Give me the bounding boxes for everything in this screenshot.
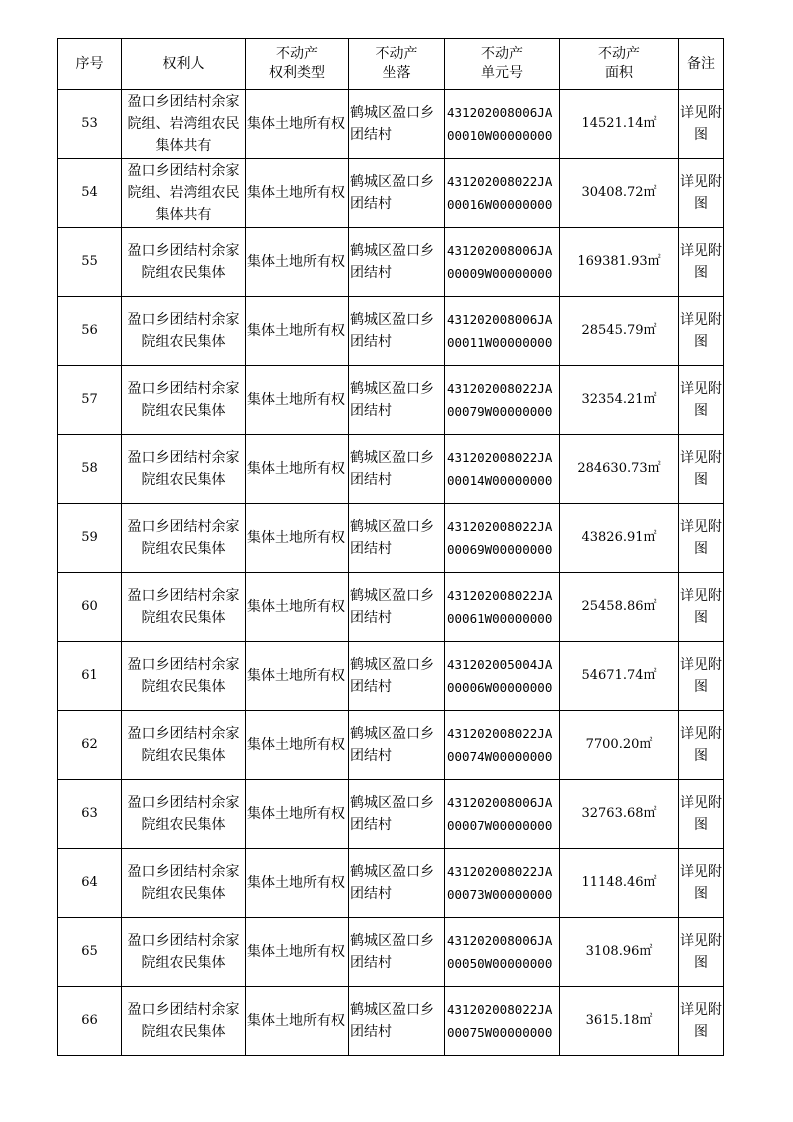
- cell-index: 62: [58, 711, 122, 780]
- cell-location: 鹤城区盈口乡团结村: [349, 435, 445, 504]
- cell-remark: 详见附图: [679, 918, 724, 987]
- cell-unit-no: 431202008022JA00069W00000000: [445, 504, 560, 573]
- cell-right-type: 集体土地所有权: [246, 849, 349, 918]
- cell-owner: 盈口乡团结村余家院组农民集体: [122, 780, 246, 849]
- table-row: [58, 90, 724, 159]
- cell-location: 鹤城区盈口乡团结村: [349, 987, 445, 1056]
- cell-location: 鹤城区盈口乡团结村: [349, 918, 445, 987]
- header-right-type-line1: 不动产: [276, 46, 318, 62]
- header-row: [58, 39, 724, 90]
- cell-index: 56: [58, 297, 122, 366]
- cell-owner: 盈口乡团结村余家院组、岩湾组农民集体共有: [122, 90, 246, 159]
- cell-location: 鹤城区盈口乡团结村: [349, 159, 445, 228]
- cell-owner: 盈口乡团结村余家院组农民集体: [122, 297, 246, 366]
- cell-location: 鹤城区盈口乡团结村: [349, 642, 445, 711]
- table-row: [58, 228, 724, 297]
- header-area: [560, 39, 679, 90]
- cell-area: 14521.14㎡: [560, 90, 679, 159]
- header-location: [349, 39, 445, 90]
- cell-unit-no: 431202008006JA00009W00000000: [445, 228, 560, 297]
- header-unit-no-line2: 单元号: [481, 65, 523, 81]
- cell-right-type: 集体土地所有权: [246, 159, 349, 228]
- cell-area: 11148.46㎡: [560, 849, 679, 918]
- cell-right-type: 集体土地所有权: [246, 90, 349, 159]
- cell-remark: 详见附图: [679, 573, 724, 642]
- cell-owner: 盈口乡团结村余家院组农民集体: [122, 711, 246, 780]
- cell-right-type: 集体土地所有权: [246, 297, 349, 366]
- cell-area: 32763.68㎡: [560, 780, 679, 849]
- cell-unit-no: 431202008006JA00050W00000000: [445, 918, 560, 987]
- cell-unit-no: 431202008006JA00011W00000000: [445, 297, 560, 366]
- cell-owner: 盈口乡团结村余家院组农民集体: [122, 849, 246, 918]
- header-location-line2: 坐落: [382, 65, 411, 81]
- cell-unit-no: 431202008022JA00079W00000000: [445, 366, 560, 435]
- cell-location: 鹤城区盈口乡团结村: [349, 228, 445, 297]
- table-row: [58, 573, 724, 642]
- header-area-line1: 不动产: [598, 46, 640, 62]
- cell-remark: 详见附图: [679, 849, 724, 918]
- table-row: [58, 435, 724, 504]
- cell-index: 63: [58, 780, 122, 849]
- cell-remark: 详见附图: [679, 711, 724, 780]
- cell-remark: 详见附图: [679, 435, 724, 504]
- header-index: 序号: [58, 39, 122, 90]
- table-row: [58, 504, 724, 573]
- cell-area: 25458.86㎡: [560, 573, 679, 642]
- cell-right-type: 集体土地所有权: [246, 780, 349, 849]
- table-row: [58, 297, 724, 366]
- cell-index: 65: [58, 918, 122, 987]
- cell-remark: 详见附图: [679, 90, 724, 159]
- cell-location: 鹤城区盈口乡团结村: [349, 573, 445, 642]
- cell-area: 169381.93㎡: [560, 228, 679, 297]
- header-location-line1: 不动产: [375, 46, 418, 62]
- header-right-type-line2: 权利类型: [269, 65, 325, 81]
- cell-owner: 盈口乡团结村余家院组农民集体: [122, 504, 246, 573]
- cell-owner: 盈口乡团结村余家院组农民集体: [122, 918, 246, 987]
- table-row: [58, 918, 724, 987]
- cell-index: 61: [58, 642, 122, 711]
- cell-index: 59: [58, 504, 122, 573]
- cell-area: 54671.74㎡: [560, 642, 679, 711]
- cell-owner: 盈口乡团结村余家院组农民集体: [122, 435, 246, 504]
- cell-right-type: 集体土地所有权: [246, 711, 349, 780]
- cell-index: 57: [58, 366, 122, 435]
- cell-right-type: 集体土地所有权: [246, 366, 349, 435]
- cell-location: 鹤城区盈口乡团结村: [349, 711, 445, 780]
- header-owner: 权利人: [122, 39, 246, 90]
- cell-right-type: 集体土地所有权: [246, 504, 349, 573]
- cell-remark: 详见附图: [679, 504, 724, 573]
- cell-remark: 详见附图: [679, 987, 724, 1056]
- header-area-line2: 面积: [605, 65, 633, 81]
- cell-right-type: 集体土地所有权: [246, 642, 349, 711]
- cell-right-type: 集体土地所有权: [246, 573, 349, 642]
- cell-location: 鹤城区盈口乡团结村: [349, 780, 445, 849]
- table-row: [58, 849, 724, 918]
- cell-unit-no: 431202008022JA00061W00000000: [445, 573, 560, 642]
- cell-index: 55: [58, 228, 122, 297]
- header-remark: 备注: [679, 39, 724, 90]
- table-row: [58, 780, 724, 849]
- cell-location: 鹤城区盈口乡团结村: [349, 504, 445, 573]
- cell-index: 60: [58, 573, 122, 642]
- cell-owner: 盈口乡团结村余家院组农民集体: [122, 573, 246, 642]
- cell-area: 28545.79㎡: [560, 297, 679, 366]
- cell-remark: 详见附图: [679, 297, 724, 366]
- cell-right-type: 集体土地所有权: [246, 435, 349, 504]
- cell-location: 鹤城区盈口乡团结村: [349, 297, 445, 366]
- cell-area: 43826.91㎡: [560, 504, 679, 573]
- table-row: [58, 159, 724, 228]
- cell-area: 30408.72㎡: [560, 159, 679, 228]
- cell-owner: 盈口乡团结村余家院组农民集体: [122, 366, 246, 435]
- table-row: [58, 987, 724, 1056]
- cell-index: 53: [58, 90, 122, 159]
- cell-index: 64: [58, 849, 122, 918]
- table-row: [58, 711, 724, 780]
- header-unit-no: [445, 39, 560, 90]
- cell-area: 3108.96㎡: [560, 918, 679, 987]
- cell-unit-no: 431202008022JA00074W00000000: [445, 711, 560, 780]
- cell-unit-no: 431202008006JA00007W00000000: [445, 780, 560, 849]
- cell-area: 3615.18㎡: [560, 987, 679, 1056]
- table-body: [58, 90, 724, 1056]
- cell-area: 284630.73㎡: [560, 435, 679, 504]
- cell-owner: 盈口乡团结村余家院组农民集体: [122, 987, 246, 1056]
- cell-remark: 详见附图: [679, 159, 724, 228]
- cell-right-type: 集体土地所有权: [246, 987, 349, 1056]
- table-row: [58, 366, 724, 435]
- cell-location: 鹤城区盈口乡团结村: [349, 366, 445, 435]
- header-right-type: [246, 39, 349, 90]
- cell-location: 鹤城区盈口乡团结村: [349, 849, 445, 918]
- cell-area: 32354.21㎡: [560, 366, 679, 435]
- cell-unit-no: 431202008022JA00014W00000000: [445, 435, 560, 504]
- cell-remark: 详见附图: [679, 366, 724, 435]
- cell-remark: 详见附图: [679, 642, 724, 711]
- cell-owner: 盈口乡团结村余家院组、岩湾组农民集体共有: [122, 159, 246, 228]
- header-unit-no-line1: 不动产: [481, 46, 523, 62]
- cell-unit-no: 431202008022JA00016W00000000: [445, 159, 560, 228]
- cell-index: 66: [58, 987, 122, 1056]
- cell-right-type: 集体土地所有权: [246, 228, 349, 297]
- cell-unit-no: 431202008006JA00010W00000000: [445, 90, 560, 159]
- cell-owner: 盈口乡团结村余家院组农民集体: [122, 228, 246, 297]
- cell-unit-no: 431202005004JA00006W00000000: [445, 642, 560, 711]
- cell-owner: 盈口乡团结村余家院组农民集体: [122, 642, 246, 711]
- cell-index: 54: [58, 159, 122, 228]
- cell-area: 7700.20㎡: [560, 711, 679, 780]
- cell-right-type: 集体土地所有权: [246, 918, 349, 987]
- table-header: [58, 39, 724, 90]
- cell-index: 58: [58, 435, 122, 504]
- table-row: [58, 642, 724, 711]
- cell-remark: 详见附图: [679, 780, 724, 849]
- cell-unit-no: 431202008022JA00075W00000000: [445, 987, 560, 1056]
- cell-unit-no: 431202008022JA00073W00000000: [445, 849, 560, 918]
- cell-location: 鹤城区盈口乡团结村: [349, 90, 445, 159]
- cell-remark: 详见附图: [679, 228, 724, 297]
- property-register-table: [57, 38, 724, 1056]
